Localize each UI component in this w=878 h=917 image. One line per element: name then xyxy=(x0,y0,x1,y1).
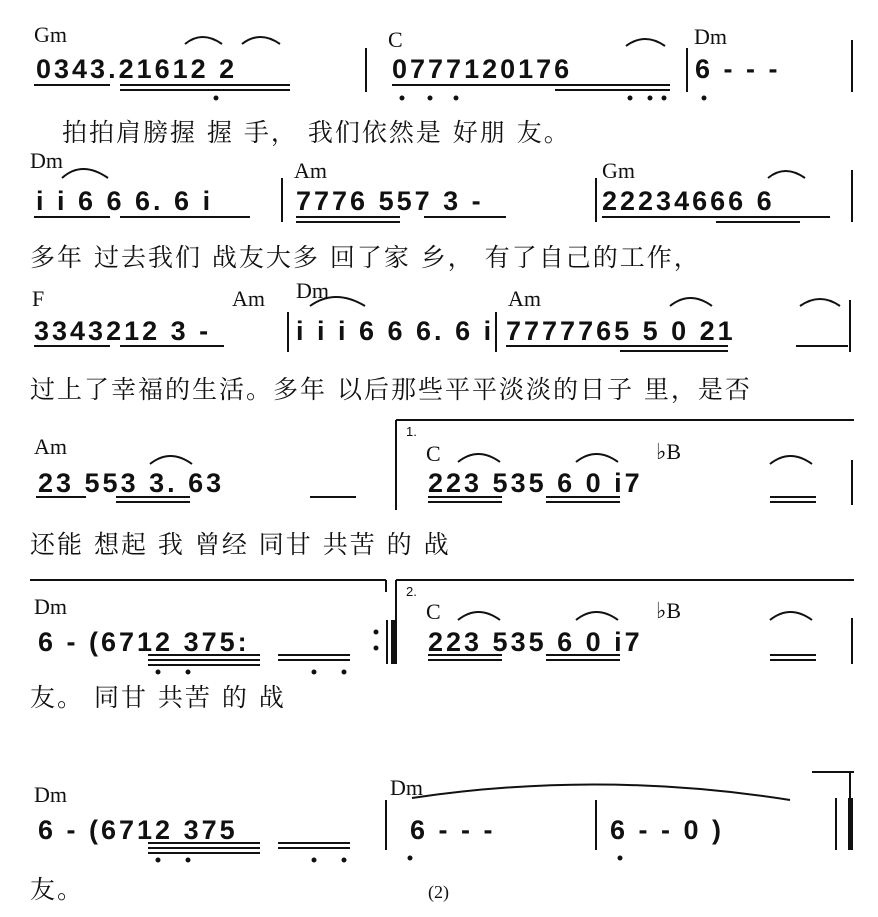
notation-measure: i i 6 6 6. 6 i xyxy=(36,186,214,216)
octave-dot xyxy=(186,858,191,863)
octave-dot xyxy=(156,670,161,675)
chord-label: ♭B xyxy=(656,598,682,623)
octave-dot xyxy=(428,96,433,101)
chord-label: Dm xyxy=(30,148,63,173)
chord-label: Am xyxy=(34,434,67,459)
octave-dot xyxy=(312,670,317,675)
notation-measure: 223 535 6 0 i7 xyxy=(428,627,643,657)
notation-measure: 7776 557 3 - xyxy=(296,186,484,216)
notation-measure: 23 553 3. 63 xyxy=(38,468,225,498)
notation-measure: 6 - - - xyxy=(410,815,496,845)
octave-dot xyxy=(662,96,667,101)
chord-label: C xyxy=(426,441,441,466)
chord-label: Dm xyxy=(34,594,67,619)
notation-measure: 22234666 6 xyxy=(602,186,775,216)
lyrics-line: 拍拍肩膀握 握 手， 我们依然是 好朋 友。 xyxy=(62,118,571,147)
notation-measure: 6 - - 0 ) xyxy=(610,815,725,845)
octave-dot xyxy=(618,856,623,861)
page-number: (2) xyxy=(428,882,449,902)
notation-measure: 7777765 5 0 21 xyxy=(506,316,736,346)
chord-label: C xyxy=(388,27,403,52)
notation-measure: 6 - (6712 375: xyxy=(38,627,250,657)
chord-label: Dm xyxy=(694,24,727,49)
final-barline xyxy=(848,798,853,850)
lyrics-line: 过上了幸福的生活。多年 以后那些平平淡淡的日子 里，是否 xyxy=(30,375,752,404)
notation-measure: 6 - (6712 375 xyxy=(38,815,238,845)
repeat-dot xyxy=(374,646,379,651)
chord-label: Gm xyxy=(602,158,635,183)
lyrics-line: 还能 想起 我 曾经 同甘 共苦 的 战 xyxy=(30,530,451,559)
octave-dot xyxy=(342,858,347,863)
octave-dot xyxy=(312,858,317,863)
chord-label: Am xyxy=(508,286,541,311)
ending-label: 1. xyxy=(406,424,417,439)
octave-dot xyxy=(214,96,219,101)
octave-dot xyxy=(400,96,405,101)
notation-measure: i i i 6 6 6. 6 i xyxy=(296,316,495,346)
octave-dot xyxy=(342,670,347,675)
chord-label: Dm xyxy=(390,775,423,800)
chord-label: ♭B xyxy=(656,439,682,464)
chord-label: Gm xyxy=(34,22,67,47)
octave-dot xyxy=(408,856,413,861)
notation-measure: 223 535 6 0 i7 xyxy=(428,468,643,498)
lyrics-line: 友。 xyxy=(30,875,85,904)
repeat-dot xyxy=(374,630,379,635)
repeat-barline xyxy=(391,620,396,664)
octave-dot xyxy=(156,858,161,863)
chord-label: Dm xyxy=(296,278,329,303)
notation-measure: 0777120176 xyxy=(392,54,573,84)
chord-label: F xyxy=(32,286,45,311)
octave-dot xyxy=(186,670,191,675)
chord-label: C xyxy=(426,599,441,624)
notation-measure: 6 - - - xyxy=(695,54,781,84)
notation-measure: 0343.21612 2 xyxy=(36,54,238,84)
notation-measure: 3343212 3 - xyxy=(34,316,212,346)
lyrics-line: 多年 过去我们 战友大多 回了家 乡， 有了自己的工作， xyxy=(30,243,701,272)
octave-dot xyxy=(648,96,653,101)
chord-label: Dm xyxy=(34,782,67,807)
chord-label: Am xyxy=(232,286,265,311)
octave-dot xyxy=(628,96,633,101)
lyrics-line: 友。 同甘 共苦 的 战 xyxy=(30,683,286,712)
chord-label: Am xyxy=(294,158,327,183)
octave-dot xyxy=(454,96,459,101)
ending-label: 2. xyxy=(406,584,417,599)
octave-dot xyxy=(702,96,707,101)
